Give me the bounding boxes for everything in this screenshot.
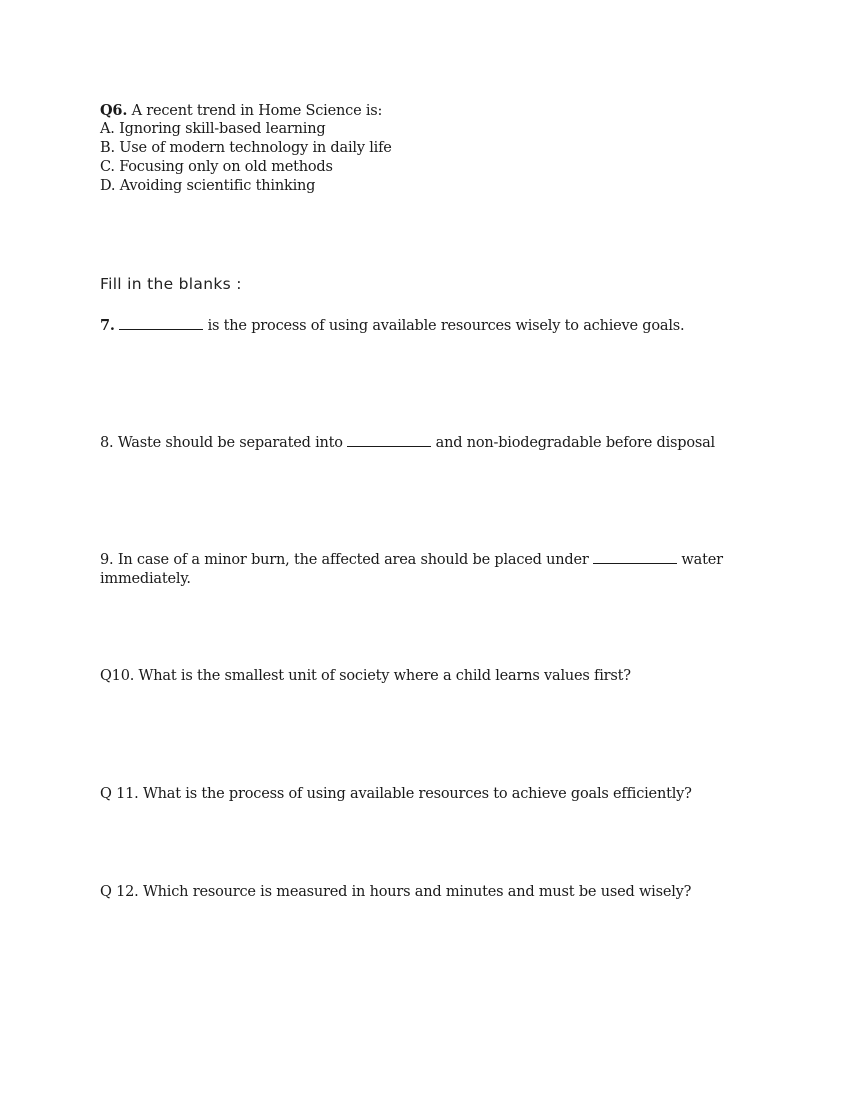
question-9-text-after: water — [677, 552, 723, 568]
option-c: C. Focusing only on old methods — [100, 159, 333, 175]
option-b: B. Use of modern technology in daily life — [100, 140, 392, 156]
question-9-line-2: immediately. — [100, 571, 191, 587]
question-11: Q 11. What is the process of using available resources to achieve goals efficiently? — [100, 786, 692, 802]
option-a: A. Ignoring skill-based learning — [100, 121, 326, 137]
question-7-text: is the process of using available resources wisely to achieve goals. — [203, 318, 685, 334]
option-d: D. Avoiding scientific thinking — [100, 178, 316, 194]
question-6-stem — [100, 101, 382, 121]
question-7 — [100, 316, 684, 336]
question-6-label: Q6. — [100, 102, 128, 119]
question-9-text-before: 9. In case of a minor burn, the affected area should be placed under — [100, 552, 594, 568]
answer-blank — [593, 551, 677, 564]
question-7-label: 7. — [100, 317, 115, 334]
question-6-text: A recent trend in Home Science is: — [131, 103, 383, 119]
question-12: Q 12. Which resource is measured in hours and minutes and must be used wisely? — [100, 884, 692, 900]
question-8-text-before: 8. Waste should be separated into — [100, 435, 348, 451]
answer-blank — [347, 434, 431, 447]
question-9 — [100, 551, 723, 570]
question-8 — [100, 434, 715, 453]
question-10: Q10. What is the smallest unit of society where a child learns values first? — [100, 668, 631, 684]
fill-in-the-blanks-heading: Fill in the blanks : — [100, 275, 242, 293]
answer-blank — [119, 317, 203, 330]
question-8-text-after: and non-biodegradable before disposal — [431, 435, 715, 451]
